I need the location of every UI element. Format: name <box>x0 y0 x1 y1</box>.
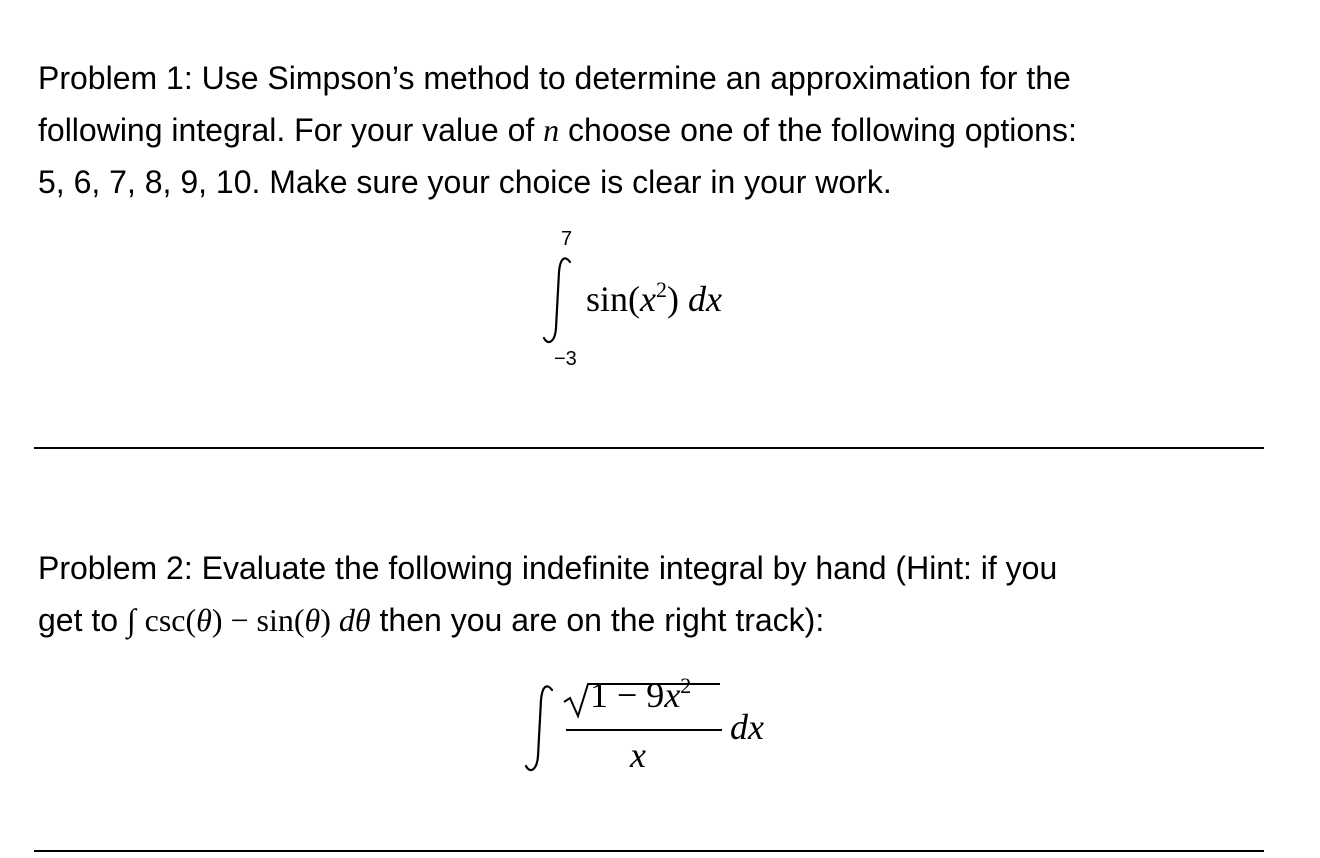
integral-sign-icon <box>522 684 558 774</box>
hint-csc: csc( <box>144 602 197 638</box>
hint-integral-sign: ∫ <box>126 602 136 638</box>
hint-theta: θ <box>304 602 321 638</box>
problem1-line1: Problem 1: Use Simpson’s method to determine an approximation for the <box>38 60 1071 96</box>
hint-close: ) <box>320 602 339 638</box>
divider <box>34 447 1264 449</box>
problem2-line2 <box>38 594 1288 646</box>
hint-mid: ) − sin( <box>211 602 305 638</box>
numerator-exponent: 2 <box>680 673 692 698</box>
hint-theta: θ <box>196 602 212 638</box>
hint-dtheta: dθ <box>338 602 371 638</box>
problem1-line3: 5, 6, 7, 8, 9, 10. Make sure your choice is clear in your work. <box>38 164 892 200</box>
fraction-bar <box>566 729 722 731</box>
problem1-line2-before: following integral. For your value of <box>38 112 544 148</box>
integrand <box>586 278 722 320</box>
numerator-expression: 1 − 9 <box>590 675 665 715</box>
lower-limit: −3 <box>554 348 577 370</box>
problem2-line2-after: then you are on the right track): <box>370 602 825 638</box>
numerator-variable: x <box>664 675 681 715</box>
divider <box>34 850 1264 852</box>
problem2-line1: Problem 2: Evaluate the following indefinite integral by hand (Hint: if you <box>38 550 1058 586</box>
integral-sign-icon <box>540 256 576 346</box>
problem2-line2-before: get to <box>38 602 127 638</box>
numerator <box>590 674 691 716</box>
integrand-variable: x <box>640 279 656 319</box>
denominator: x <box>630 735 646 775</box>
upper-limit: 7 <box>561 228 573 250</box>
problem1-line2 <box>38 104 1288 156</box>
integrand-close: ) <box>666 279 679 319</box>
problem1-line2-after: choose one of the following options: <box>559 112 1077 148</box>
differential: dx <box>687 279 722 319</box>
differential: dx <box>730 707 764 747</box>
variable-n: n <box>543 112 560 148</box>
sin-function: sin( <box>586 279 640 319</box>
exponent: 2 <box>655 277 667 302</box>
